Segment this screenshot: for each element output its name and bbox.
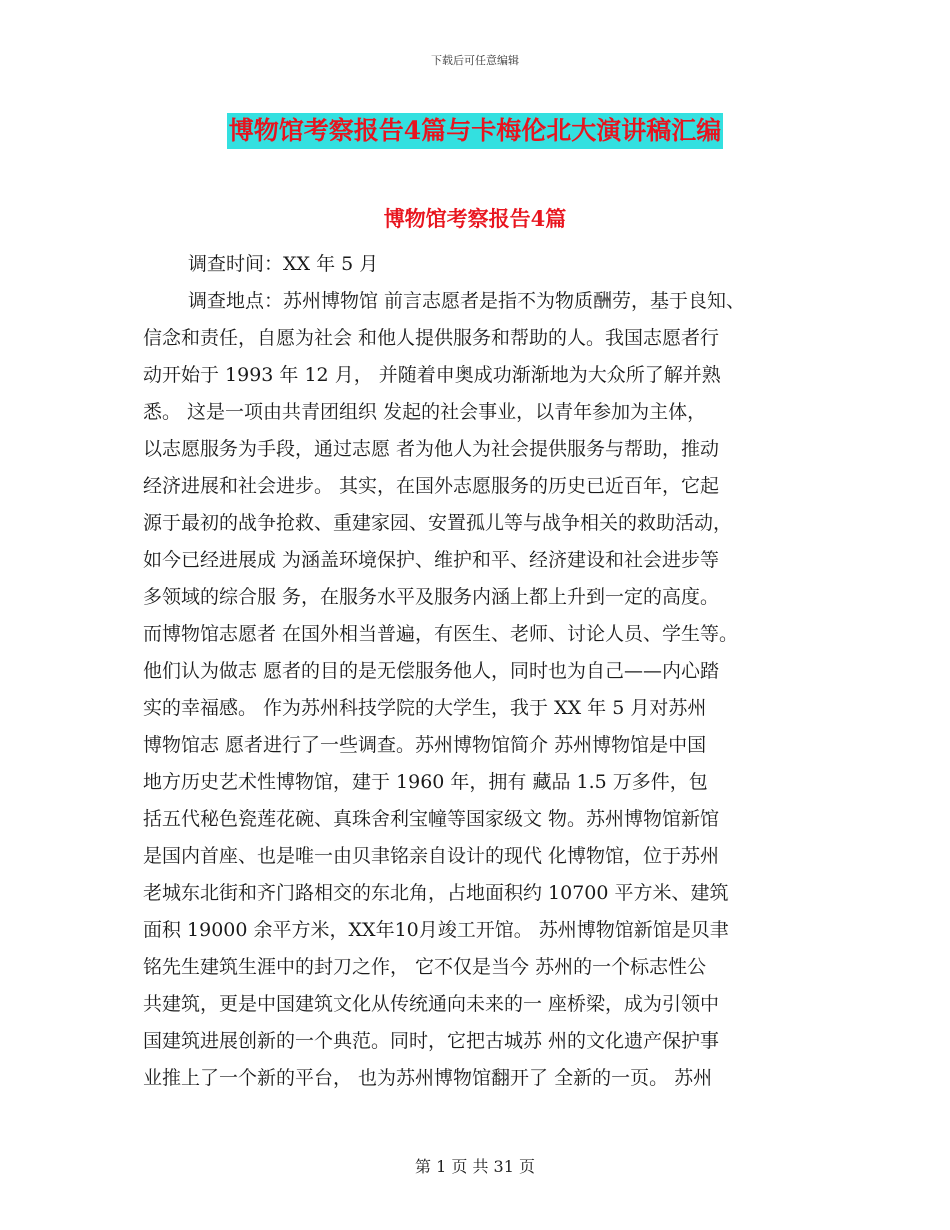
page-number-footer: 第 1 页 共 31 页 bbox=[415, 1157, 535, 1176]
text-line: 悉。 这是一项由共青团组织 发起的社会事业，以青年参加为主体， bbox=[143, 401, 707, 423]
text-line: 老城东北街和齐门路相交的东北角，占地面积约 10700 平方米、建筑 bbox=[143, 882, 729, 904]
text-line: 面积 19000 余平方米，XX年10月竣工开馆。 苏州博物馆新馆是贝聿 bbox=[143, 919, 729, 941]
text-line: 博物馆志 愿者进行了一些调查。苏州博物馆简介 苏州博物馆是中国 bbox=[143, 734, 707, 756]
text-line: 而博物馆志愿者 在国外相当普遍，有医生、老师、讨论人员、学生等。 bbox=[143, 623, 739, 645]
text-line: 共建筑，更是中国建筑文化从传统通向未来的一 座桥梁，成为引领中 bbox=[143, 993, 720, 1015]
text-line: 他们认为做志 愿者的目的是无偿服务他人，同时也为自己——内心踏 bbox=[143, 660, 720, 682]
text-line: 调查时间：XX 年 5 月 bbox=[188, 253, 379, 275]
body-text bbox=[143, 246, 808, 1097]
text-line: 实的幸福感。 作为苏州科技学院的大学生，我于 XX 年 5 月对苏州 bbox=[143, 697, 707, 719]
text-line: 源于最初的战争抢救、重建家园、安置孤儿等与战争相关的救助活动， bbox=[143, 512, 733, 534]
text-line: 多领域的综合服 务，在服务水平及服务内涵上都上升到一定的高度。 bbox=[143, 586, 720, 608]
document-title-container bbox=[0, 113, 950, 149]
text-line: 铭先生建筑生涯中的封刀之作， 它不仅是当今 苏州的一个标志性公 bbox=[143, 956, 707, 978]
page-header-note: 下载后可任意编辑 bbox=[431, 54, 519, 67]
text-line: 地方历史艺术性博物馆，建于 1960 年，拥有 藏品 1.5 万多件，包 bbox=[143, 771, 708, 793]
text-line: 信念和责任，自愿为社会 和他人提供服务和帮助的人。我国志愿者行 bbox=[143, 327, 720, 349]
text-line: 括五代秘色瓷莲花碗、真珠舍利宝幢等国家级文 物。苏州博物馆新馆 bbox=[143, 808, 720, 830]
document-title: 博物馆考察报告4篇与卡梅伦北大演讲稿汇编 bbox=[227, 113, 723, 149]
text-line: 以志愿服务为手段，通过志愿 者为他人为社会提供服务与帮助，推动 bbox=[143, 438, 720, 460]
text-line: 动开始于 1993 年 12 月， 并随着申奥成功渐渐地为大众所了解并熟 bbox=[143, 364, 721, 386]
text-line: 是国内首座、也是唯一由贝聿铭亲自设计的现代 化博物馆，位于苏州 bbox=[143, 845, 720, 867]
text-line: 国建筑进展创新的一个典范。同时，它把古城苏 州的文化遗产保护事 bbox=[143, 1030, 720, 1052]
text-line: 如今已经进展成 为涵盖环境保护、维护和平、经济建设和社会进步等 bbox=[143, 549, 720, 571]
text-line: 调查地点：苏州博物馆 前言志愿者是指不为物质酬劳，基于良知、 bbox=[188, 290, 746, 312]
section-title: 博物馆考察报告4篇 bbox=[383, 206, 567, 231]
text-line: 经济进展和社会进步。 其实，在国外志愿服务的历史已近百年，它起 bbox=[143, 475, 720, 497]
text-line: 业推上了一个新的平台， 也为苏州博物馆翻开了 全新的一页。 苏州 bbox=[143, 1067, 713, 1089]
